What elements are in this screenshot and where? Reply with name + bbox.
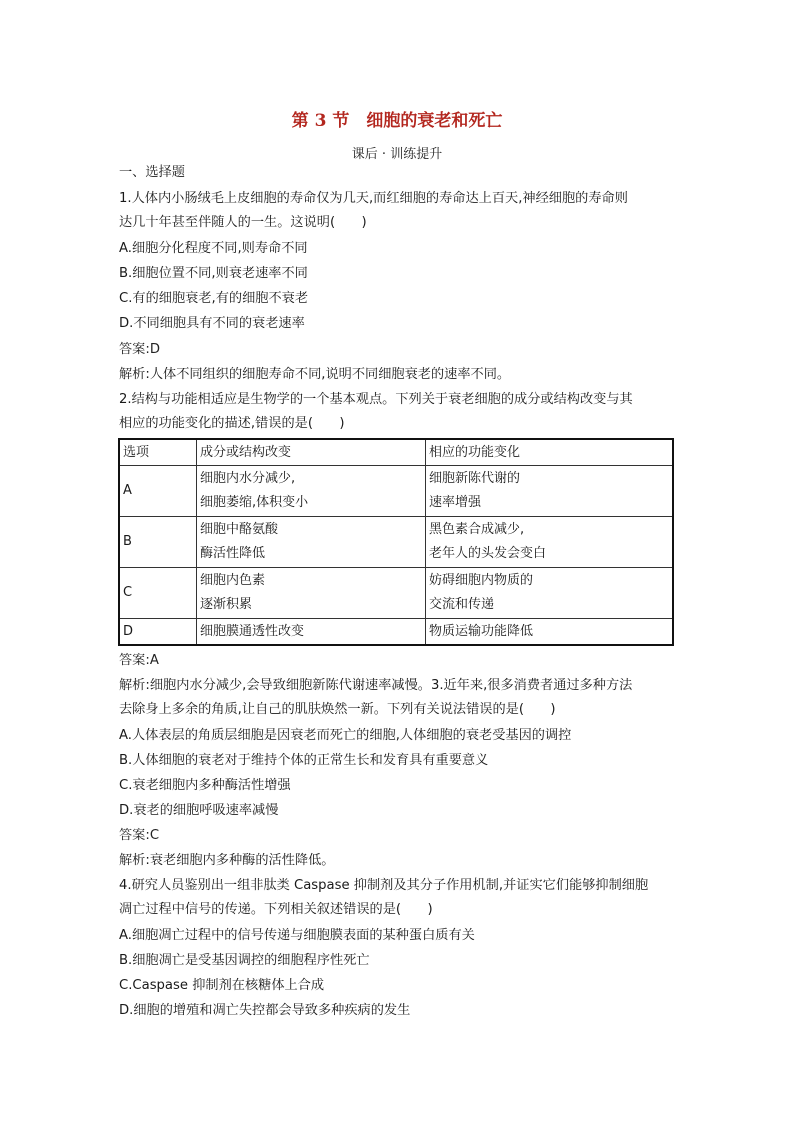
table-cell-function	[426, 568, 674, 619]
page-subtitle: 课后 · 训练提升	[351, 147, 443, 162]
table-row	[119, 619, 673, 646]
table-header-cell: 相应的功能变化	[426, 439, 674, 466]
cell-text-line: 妨碍细胞内物质的	[429, 573, 534, 588]
table-cell-change	[197, 619, 426, 646]
q2-analysis-line1: 解析:细胞内水分减少,会导致细胞新陈代谢速率减慢。3.近年来,很多消费者通过多种方法	[119, 678, 633, 693]
q4-option-c: C.Caspase 抑制剂在核糖体上合成	[119, 978, 325, 993]
q1-option-c: C.有的细胞衰老,有的细胞不衰老	[119, 291, 309, 306]
table-cell-option: B	[119, 517, 197, 568]
cell-text-line: 细胞内色素	[200, 573, 266, 588]
cell-text-line: 老年人的头发会变白	[429, 546, 547, 561]
q4-option-b: B.细胞凋亡是受基因调控的细胞程序性死亡	[119, 953, 370, 968]
table-cell-option: A	[119, 466, 197, 517]
q4-stem-line1: 4.研究人员鉴别出一组非肽类 Caspase 抑制剂及其分子作用机制,并证实它们能够抑制细胞	[119, 878, 649, 893]
table-cell-change	[197, 568, 426, 619]
q1-stem-line2: 达几十年甚至伴随人的一生。这说明( )	[119, 215, 367, 230]
cell-text-line: 黑色素合成减少,	[429, 522, 525, 537]
cell-text-line: 逐渐积累	[200, 597, 253, 612]
q2-stem-line1: 2.结构与功能相适应是生物学的一个基本观点。下列关于衰老细胞的成分或结构改变与其	[119, 392, 633, 407]
q3-option-d: D.衰老的细胞呼吸速率减慢	[119, 803, 279, 818]
cell-text-line: 细胞新陈代谢的	[429, 471, 521, 486]
table-cell-function	[426, 517, 674, 568]
table-cell-change	[197, 466, 426, 517]
section-heading: 一、选择题	[119, 165, 185, 180]
cell-text-line: 细胞中酪氨酸	[200, 522, 279, 537]
cell-text-line: 细胞膜通透性改变	[200, 623, 305, 639]
cell-text-line: 物质运输功能降低	[429, 623, 534, 639]
cell-text-line: 交流和传递	[429, 597, 495, 612]
q4-option-a: A.细胞凋亡过程中的信号传递与细胞膜表面的某种蛋白质有关	[119, 928, 475, 943]
q3-answer: 答案:C	[119, 828, 160, 843]
table-header-cell: 成分或结构改变	[197, 439, 426, 466]
q4-option-d: D.细胞的增殖和凋亡失控都会导致多种疾病的发生	[119, 1003, 411, 1018]
table-row	[119, 517, 673, 568]
q2-stem-line2: 相应的功能变化的描述,错误的是( )	[119, 416, 345, 431]
table-header-row	[119, 439, 673, 466]
q1-analysis: 解析:人体不同组织的细胞寿命不同,说明不同细胞衰老的速率不同。	[119, 367, 511, 382]
q3-option-a: A.人体表层的角质层细胞是因衰老而死亡的细胞,人体细胞的衰老受基因的调控	[119, 728, 572, 743]
q2-analysis-line2: 去除身上多余的角质,让自己的肌肤焕然一新。下列有关说法错误的是( )	[119, 702, 556, 717]
page-title: 第 3 节 细胞的衰老和死亡	[291, 111, 503, 131]
q1-option-b: B.细胞位置不同,则衰老速率不同	[119, 266, 308, 281]
q1-option-d: D.不同细胞具有不同的衰老速率	[119, 316, 305, 331]
q1-option-a: A.细胞分化程度不同,则寿命不同	[119, 241, 308, 256]
cell-text-line: 细胞萎缩,体积变小	[200, 495, 309, 510]
table-cell-option: C	[119, 568, 197, 619]
table-row	[119, 568, 673, 619]
table-cell-change	[197, 517, 426, 568]
table-cell-option: D	[119, 619, 197, 646]
q3-option-c: C.衰老细胞内多种酶活性增强	[119, 778, 291, 793]
table-cell-function	[426, 619, 674, 646]
cell-text-line: 速率增强	[429, 495, 482, 510]
cell-text-line: 细胞内水分减少,	[200, 471, 296, 486]
cell-text-line: 酶活性降低	[200, 546, 266, 561]
table-cell-function	[426, 466, 674, 517]
q4-stem-line2: 凋亡过程中信号的传递。下列相关叙述错误的是( )	[119, 902, 433, 917]
q3-analysis: 解析:衰老细胞内多种酶的活性降低。	[119, 853, 335, 868]
q1-stem-line1: 1.人体内小肠绒毛上皮细胞的寿命仅为几天,而红细胞的寿命达上百天,神经细胞的寿命则	[119, 191, 628, 206]
q1-answer: 答案:D	[119, 342, 160, 357]
q2-options-table	[118, 438, 674, 646]
table-row	[119, 466, 673, 517]
table-header-cell: 选项	[119, 439, 197, 466]
q2-answer: 答案:A	[119, 653, 159, 668]
q3-option-b: B.人体细胞的衰老对于维持个体的正常生长和发育具有重要意义	[119, 753, 489, 768]
